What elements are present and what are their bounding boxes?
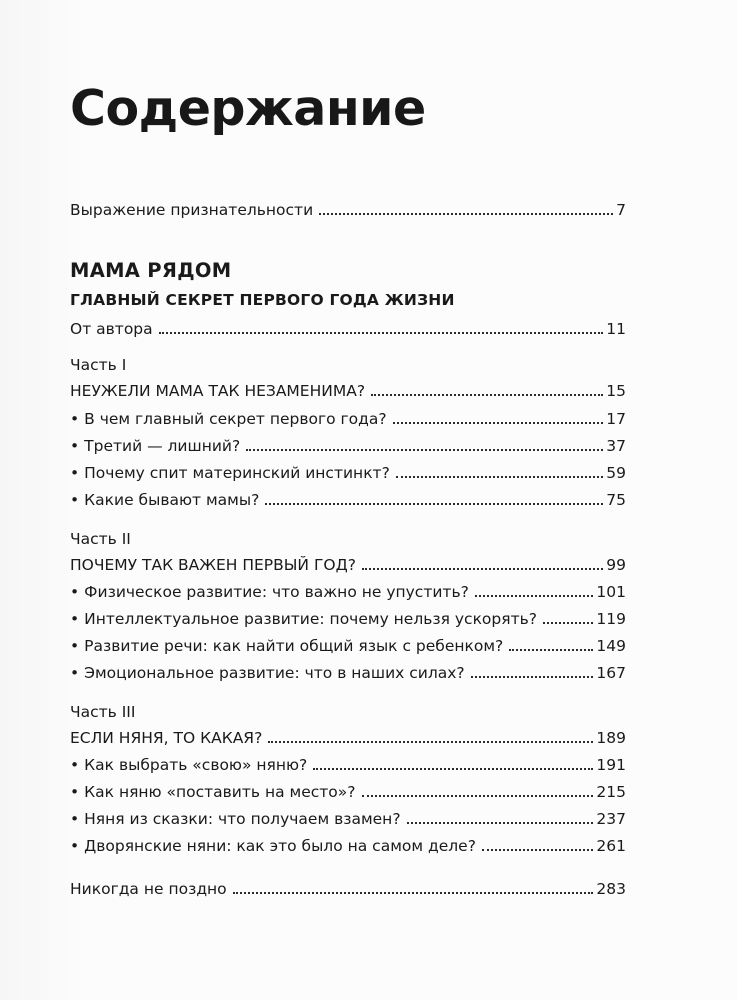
toc-entry-acknowledgements[interactable] [70, 201, 626, 219]
toc-entry-page: 99 [606, 556, 626, 574]
toc-entry-page: 119 [596, 610, 626, 628]
toc-entry-from-author[interactable] [70, 320, 626, 338]
toc-entry-label: • Интеллектуальное развитие: почему нельзя ускорять? [70, 610, 537, 628]
toc-entry-label: • Как выбрать «свою» няню? [70, 756, 307, 774]
toc-entry-label: • Эмоциональное развитие: что в наших силах? [70, 664, 465, 682]
toc-entry-chapter[interactable] [70, 637, 626, 655]
toc-entry-label: • Третий — лишний? [70, 437, 240, 455]
toc-entry-label: • Физическое развитие: что важно не упустить? [70, 583, 469, 601]
toc-entry-chapter[interactable] [70, 756, 626, 774]
leader-dots [265, 503, 603, 505]
toc-entry-chapter[interactable] [70, 610, 626, 628]
book-title: МАМА РЯДОМ [70, 259, 232, 282]
toc-entry-chapter[interactable] [70, 783, 626, 801]
toc-entry-chapter[interactable] [70, 464, 626, 482]
toc-entry-page: 37 [606, 437, 626, 455]
toc-entry-part-title[interactable] [70, 382, 626, 400]
toc-entry-page: 75 [606, 491, 626, 509]
toc-entry-label: Выражение признательности [70, 201, 314, 219]
leader-dots [509, 649, 593, 651]
leader-dots [393, 422, 604, 424]
leader-dots [268, 741, 593, 743]
toc-entry-label: НЕУЖЕЛИ МАМА ТАК НЕЗАМЕНИМА? [70, 382, 366, 400]
toc-entry-chapter[interactable] [70, 810, 626, 828]
toc-entry-never-too-late[interactable] [70, 880, 626, 898]
leader-dots [396, 476, 603, 478]
leader-dots [471, 676, 594, 678]
leader-dots [233, 892, 594, 894]
leader-dots [371, 394, 603, 396]
part-label: Часть III [70, 703, 136, 721]
toc-entry-chapter[interactable] [70, 410, 626, 428]
toc-entry-label: • В чем главный секрет первого года? [70, 410, 387, 428]
toc-entry-page: 17 [606, 410, 626, 428]
toc-entry-label: • Няня из сказки: что получаем взамен? [70, 810, 401, 828]
toc-entry-label: • Какие бывают мамы? [70, 491, 259, 509]
toc-entry-page: 261 [596, 837, 626, 855]
toc-entry-label: Никогда не поздно [70, 880, 227, 898]
toc-entry-label: От автора [70, 320, 153, 338]
leader-dots [362, 795, 594, 797]
toc-entry-page: 149 [596, 637, 626, 655]
leader-dots [313, 768, 593, 770]
toc-entry-chapter[interactable] [70, 437, 626, 455]
toc-entry-chapter[interactable] [70, 837, 626, 855]
toc-entry-label: ЕСЛИ НЯНЯ, ТО КАКАЯ? [70, 729, 263, 747]
toc-entry-page: 191 [596, 756, 626, 774]
bleed-through-text [400, 80, 737, 152]
toc-entry-label: • Дворянские няни: как это было на самом деле? [70, 837, 476, 855]
toc-entry-label: • Как няню «поставить на место»? [70, 783, 356, 801]
toc-entry-page: 15 [606, 382, 626, 400]
toc-entry-chapter[interactable] [70, 664, 626, 682]
toc-entry-label: • Почему спит материнский инстинкт? [70, 464, 390, 482]
leader-dots [362, 568, 603, 570]
toc-entry-part-title[interactable] [70, 556, 626, 574]
leader-dots [246, 449, 603, 451]
toc-entry-page: 101 [596, 583, 626, 601]
toc-entry-page: 7 [616, 201, 626, 219]
toc-entry-part-title[interactable] [70, 729, 626, 747]
leader-dots [543, 622, 593, 624]
part-label: Часть II [70, 530, 131, 548]
toc-entry-page: 59 [606, 464, 626, 482]
leader-dots [475, 595, 594, 597]
toc-entry-chapter[interactable] [70, 583, 626, 601]
leader-dots [482, 849, 593, 851]
toc-entry-label: • Развитие речи: как найти общий язык с ребенком? [70, 637, 503, 655]
page-title: Содержание [70, 80, 426, 137]
leader-dots [159, 332, 604, 334]
toc-entry-chapter[interactable] [70, 491, 626, 509]
toc-entry-page: 237 [596, 810, 626, 828]
toc-entry-page: 283 [596, 880, 626, 898]
toc-entry-page: 215 [596, 783, 626, 801]
leader-dots [407, 822, 594, 824]
toc-entry-page: 167 [596, 664, 626, 682]
part-label: Часть I [70, 356, 127, 374]
toc-entry-page: 189 [596, 729, 626, 747]
toc-entry-label: ПОЧЕМУ ТАК ВАЖЕН ПЕРВЫЙ ГОД? [70, 556, 356, 574]
leader-dots [319, 213, 613, 215]
book-subtitle: ГЛАВНЫЙ СЕКРЕТ ПЕРВОГО ГОДА ЖИЗНИ [70, 291, 455, 309]
toc-entry-page: 11 [606, 320, 626, 338]
